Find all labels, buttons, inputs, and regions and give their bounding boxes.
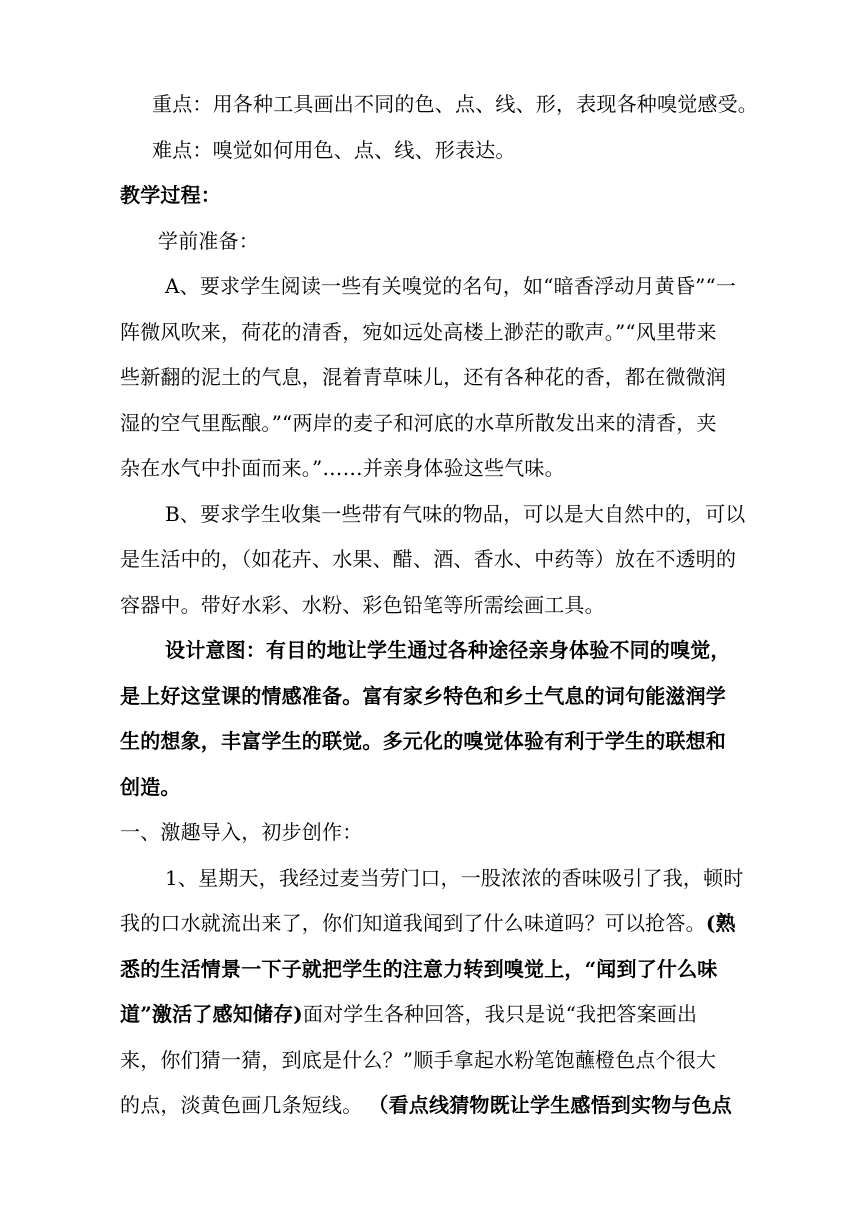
step-one-line-4-text: 面对学生各种回答，我只是说“我把答案画出 [302,1002,698,1026]
design-intent-line-2: 是上好这堂课的情感准备。富有家乡特色和乡土气息的词句能滋润学 [120,684,726,708]
design-intent-line-1: 设计意图：有目的地让学生通过各种途径亲身体验不同的嗅觉， [165,638,731,662]
step-one-line-4 [120,1000,790,1028]
design-intent-line-3: 生的想象，丰富学生的联觉。多元化的嗅觉体验有利于学生的联想和 [120,729,726,753]
step-one-line-6 [120,1091,790,1119]
key-point-line: 重点：用各种工具画出不同的色、点、线、形，表现各种嗅觉感受。 [152,92,758,116]
step-one-line-2-emphasis: (熟 [705,911,736,935]
item-a-line-4: 湿的空气里酝酿。”“两岸的麦子和河底的水草所散发出来的清香，夹 [120,411,717,435]
item-b-line-3: 容器中。带好水彩、水粉、彩色铅笔等所需绘画工具。 [120,593,605,617]
step-one-line-2 [120,909,790,937]
step-one-line-5: 来，你们猜一猜，到底是什么？”顺手拿起水粉笔饱蘸橙色点个很大 [120,1048,717,1072]
step-one-line-1: 1、星期天，我经过麦当劳门口，一股浓浓的香味吸引了我，顿时 [165,866,744,890]
step-one-line-3: 悉的生活情景一下子就把学生的注意力转到嗅觉上，“闻到了什么味 [120,957,718,981]
process-heading: 教学过程： [120,183,221,207]
item-a-line-3: 些新翻的泥土的气息，混着青草味儿，还有各种花的香，都在微微润 [120,365,726,389]
item-b-line-1: B、要求学生收集一些带有气味的物品，可以是大自然中的，可以 [165,502,746,526]
step-one-line-2-text: 我的口水就流出来了，你们知道我闻到了什么味道吗？可以抢答。 [120,911,706,935]
item-a-line-2: 阵微风吹来，荷花的清香，宛如远处高楼上渺茫的歌声。”“风里带来 [120,320,717,344]
prep-heading: 学前准备： [158,229,259,253]
item-a-line-5: 杂在水气中扑面而来。”……并亲身体验这些气味。 [120,456,565,480]
step-one-line-6-text: 的点，淡黄色画几条短线。 [120,1093,363,1117]
step-one-line-6-emphasis: （看点线猜物既让学生感悟到实物与色点 [378,1093,733,1117]
step-one-line-4-emphasis: 道”激活了感知储存) [120,1002,303,1026]
design-intent-line-4: 创造。 [120,775,181,799]
item-a-line-1: A、要求学生阅读一些有关嗅觉的名句，如“暗香浮动月黄昏”“一 [165,274,737,298]
section-one-heading: 一、激趣导入，初步创作： [120,820,363,844]
difficulty-line: 难点：嗅觉如何用色、点、线、形表达。 [152,138,516,162]
item-b-line-2: 是生活中的，（如花卉、水果、醋、酒、香水、中药等）放在不透明的 [120,547,737,571]
